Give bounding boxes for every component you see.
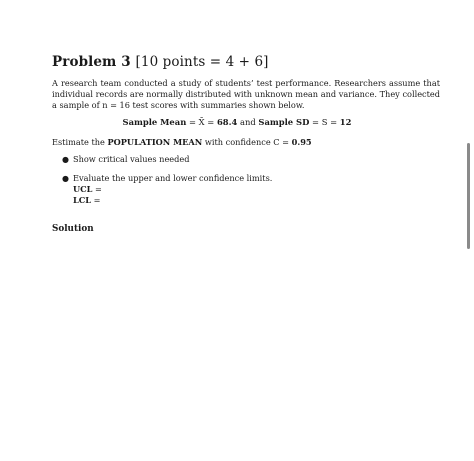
estimate-instruction: [52, 137, 312, 147]
bullet-icon: ●: [62, 155, 69, 164]
estimate-target: POPULATION MEAN: [107, 137, 203, 147]
confidence-value: 0.95: [291, 137, 312, 147]
sample-mean-value: 68.4: [216, 117, 238, 127]
estimate-middle: with confidence C =: [202, 137, 292, 147]
lcl-line: [62, 195, 272, 206]
sample-sd-value: 12: [339, 117, 352, 127]
lcl-eq: =: [91, 195, 101, 205]
estimate-prefix: Estimate the: [52, 137, 108, 147]
sample-sd-eq: = S =: [309, 117, 340, 127]
sample-sd-label: Sample SD: [258, 117, 310, 127]
sample-mean-label: Sample Mean: [122, 117, 187, 127]
sample-statistics: [0, 117, 474, 127]
stats-and: and: [237, 117, 259, 127]
vertical-scrollbar[interactable]: [467, 143, 470, 249]
sample-mean-eq: = X̄ =: [186, 117, 217, 127]
ucl-label: UCL: [73, 184, 93, 194]
lcl-label: LCL: [73, 195, 92, 205]
solution-heading: Solution: [52, 224, 94, 234]
task-critical-values: Show critical values needed: [73, 154, 190, 164]
problem-intro: A research team conducted a study of students’ test performance. Researchers assume that individual records are normally distributed with unknown mean and variance. They collected a sample of n = 16 test scores with summaries shown below.: [52, 78, 440, 110]
problem-title: [52, 54, 269, 70]
ucl-line: [62, 184, 272, 195]
list-item: [62, 154, 272, 165]
task-confidence-limits: Evaluate the upper and lower confidence limits.: [73, 173, 273, 183]
ucl-eq: =: [92, 184, 102, 194]
bullet-icon: ●: [62, 174, 69, 183]
task-list: [62, 154, 272, 206]
problem-points: [10 points = 4 + 6]: [135, 54, 269, 70]
list-item: [62, 173, 272, 184]
problem-title-prefix: Problem 3: [52, 54, 136, 70]
